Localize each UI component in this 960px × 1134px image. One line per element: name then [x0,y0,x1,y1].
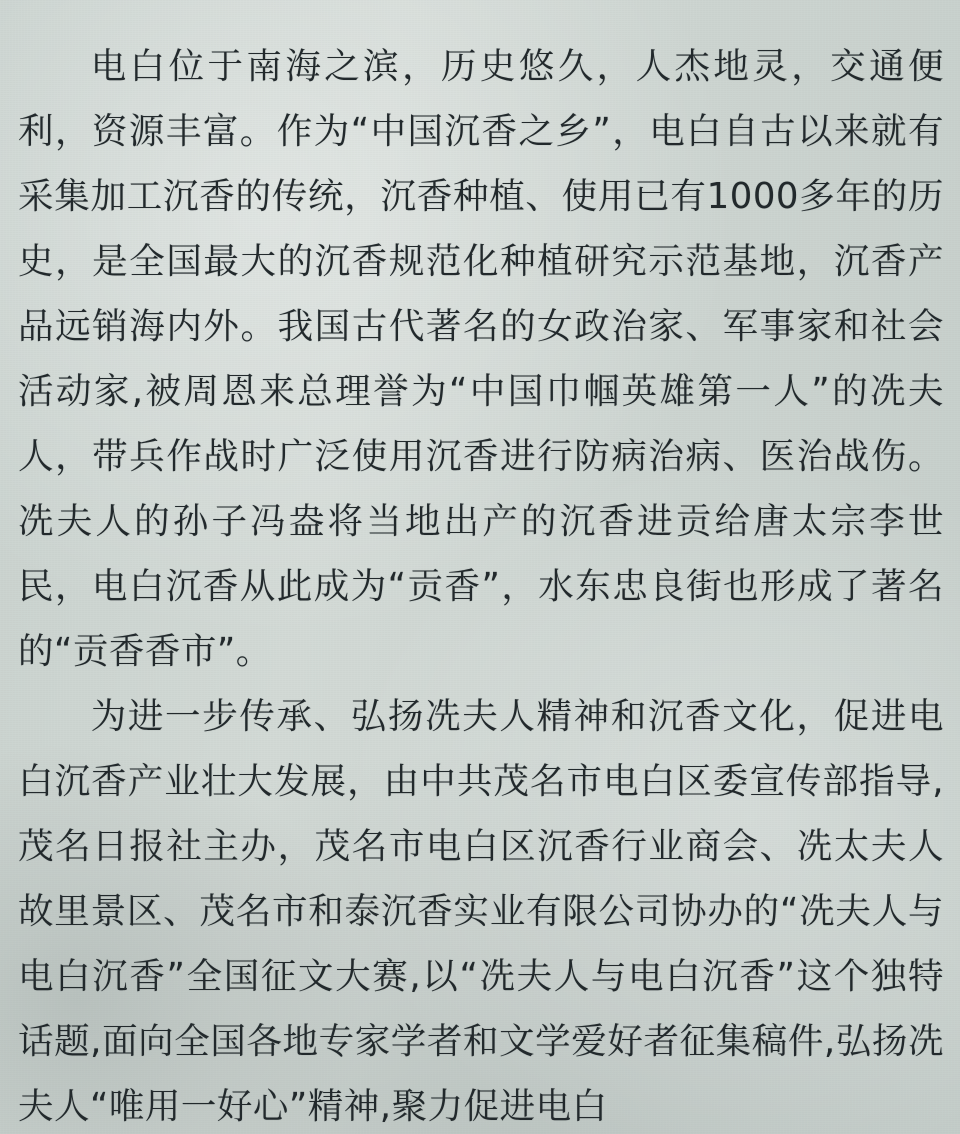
paragraph-2: 为进一步传承、弘扬冼夫人精神和沉香文化，促进电白沉香产业壮大发展，由中共茂名市电白区委宣传部指导,茂名日报社主办，茂名市电白区沉香行业商会、冼太夫人故里景区、茂名市和泰沉香实业有限公司协办的“冼夫人与电白沉香”全国征文大赛,以“冼夫人与电白沉香”这个独特话题,面向全国各地专家学者和文学爱好者征集稿件,弘扬冼夫人“唯用一好心”精神,聚力促进电白 [18,696,944,1127]
paragraph-1: 电白位于南海之滨，历史悠久，人杰地灵，交通便利，资源丰富。作为“中国沉香之乡”，电白自古以来就有采集加工沉香的传统，沉香种植、使用已有1000多年的历史，是全国最大的沉香规范化种植研究示范基地，沉香产品远销海内外。我国古代著名的女政治家、军事家和社会活动家,被周恩来总理誉为“中国巾帼英雄第一人”的冼夫人，带兵作战时广泛使用沉香进行防病治病、医治战伤。冼夫人的孙子冯盎将当地出产的沉香进贡给唐太宗李世民，电白沉香从此成为“贡香”，水东忠良街也形成了著名的“贡香香市”。 [18,46,944,672]
document-text-body [18,34,944,1134]
